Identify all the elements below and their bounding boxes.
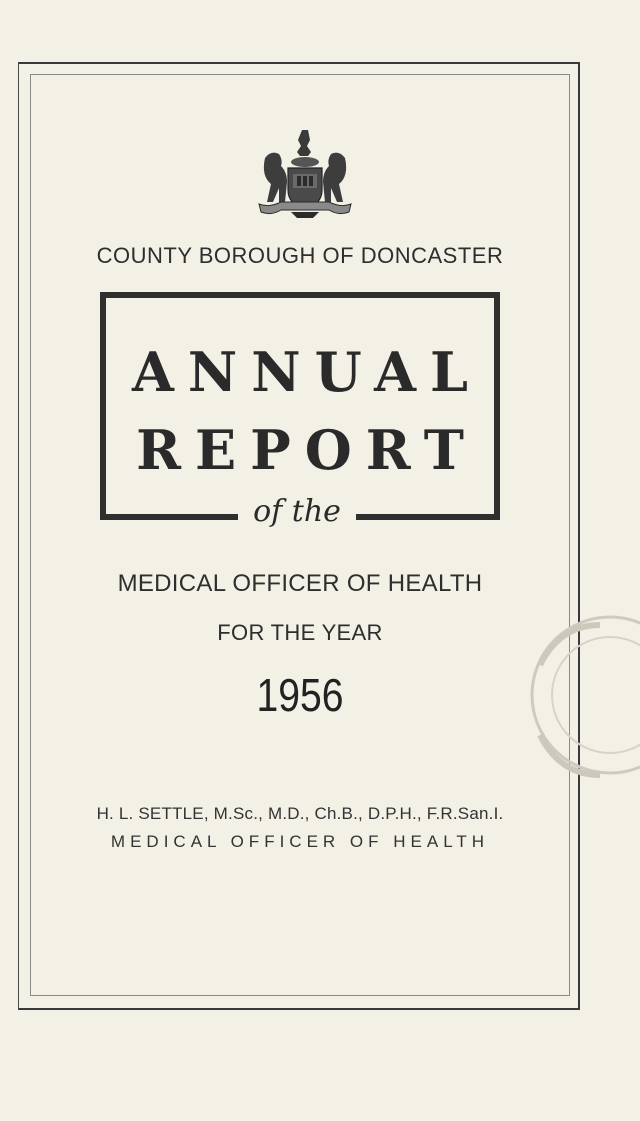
author-role: MEDICAL OFFICER OF HEALTH	[110, 832, 490, 851]
title-report: REPORT	[136, 418, 478, 482]
title-frame-left	[100, 292, 106, 520]
library-stamp-icon	[500, 595, 640, 815]
title-frame-right	[494, 292, 500, 520]
period-label: FOR THE YEAR	[217, 620, 383, 645]
title-frame-top	[100, 292, 500, 298]
doncaster-coat-of-arms-icon	[255, 128, 355, 220]
title-frame-bottom-right	[356, 514, 500, 520]
title-frame-bottom-left	[100, 514, 238, 520]
report-year: 1956	[256, 669, 344, 721]
title-of-the: of the	[253, 494, 341, 529]
author-credentials: H. L. SETTLE, M.Sc., M.D., Ch.B., D.P.H., F.R.San.I.	[96, 804, 504, 823]
borough-name: COUNTY BOROUGH OF DONCASTER	[96, 243, 504, 268]
office-title: MEDICAL OFFICER OF HEALTH	[117, 570, 483, 597]
title-annual: ANNUAL	[132, 340, 482, 404]
